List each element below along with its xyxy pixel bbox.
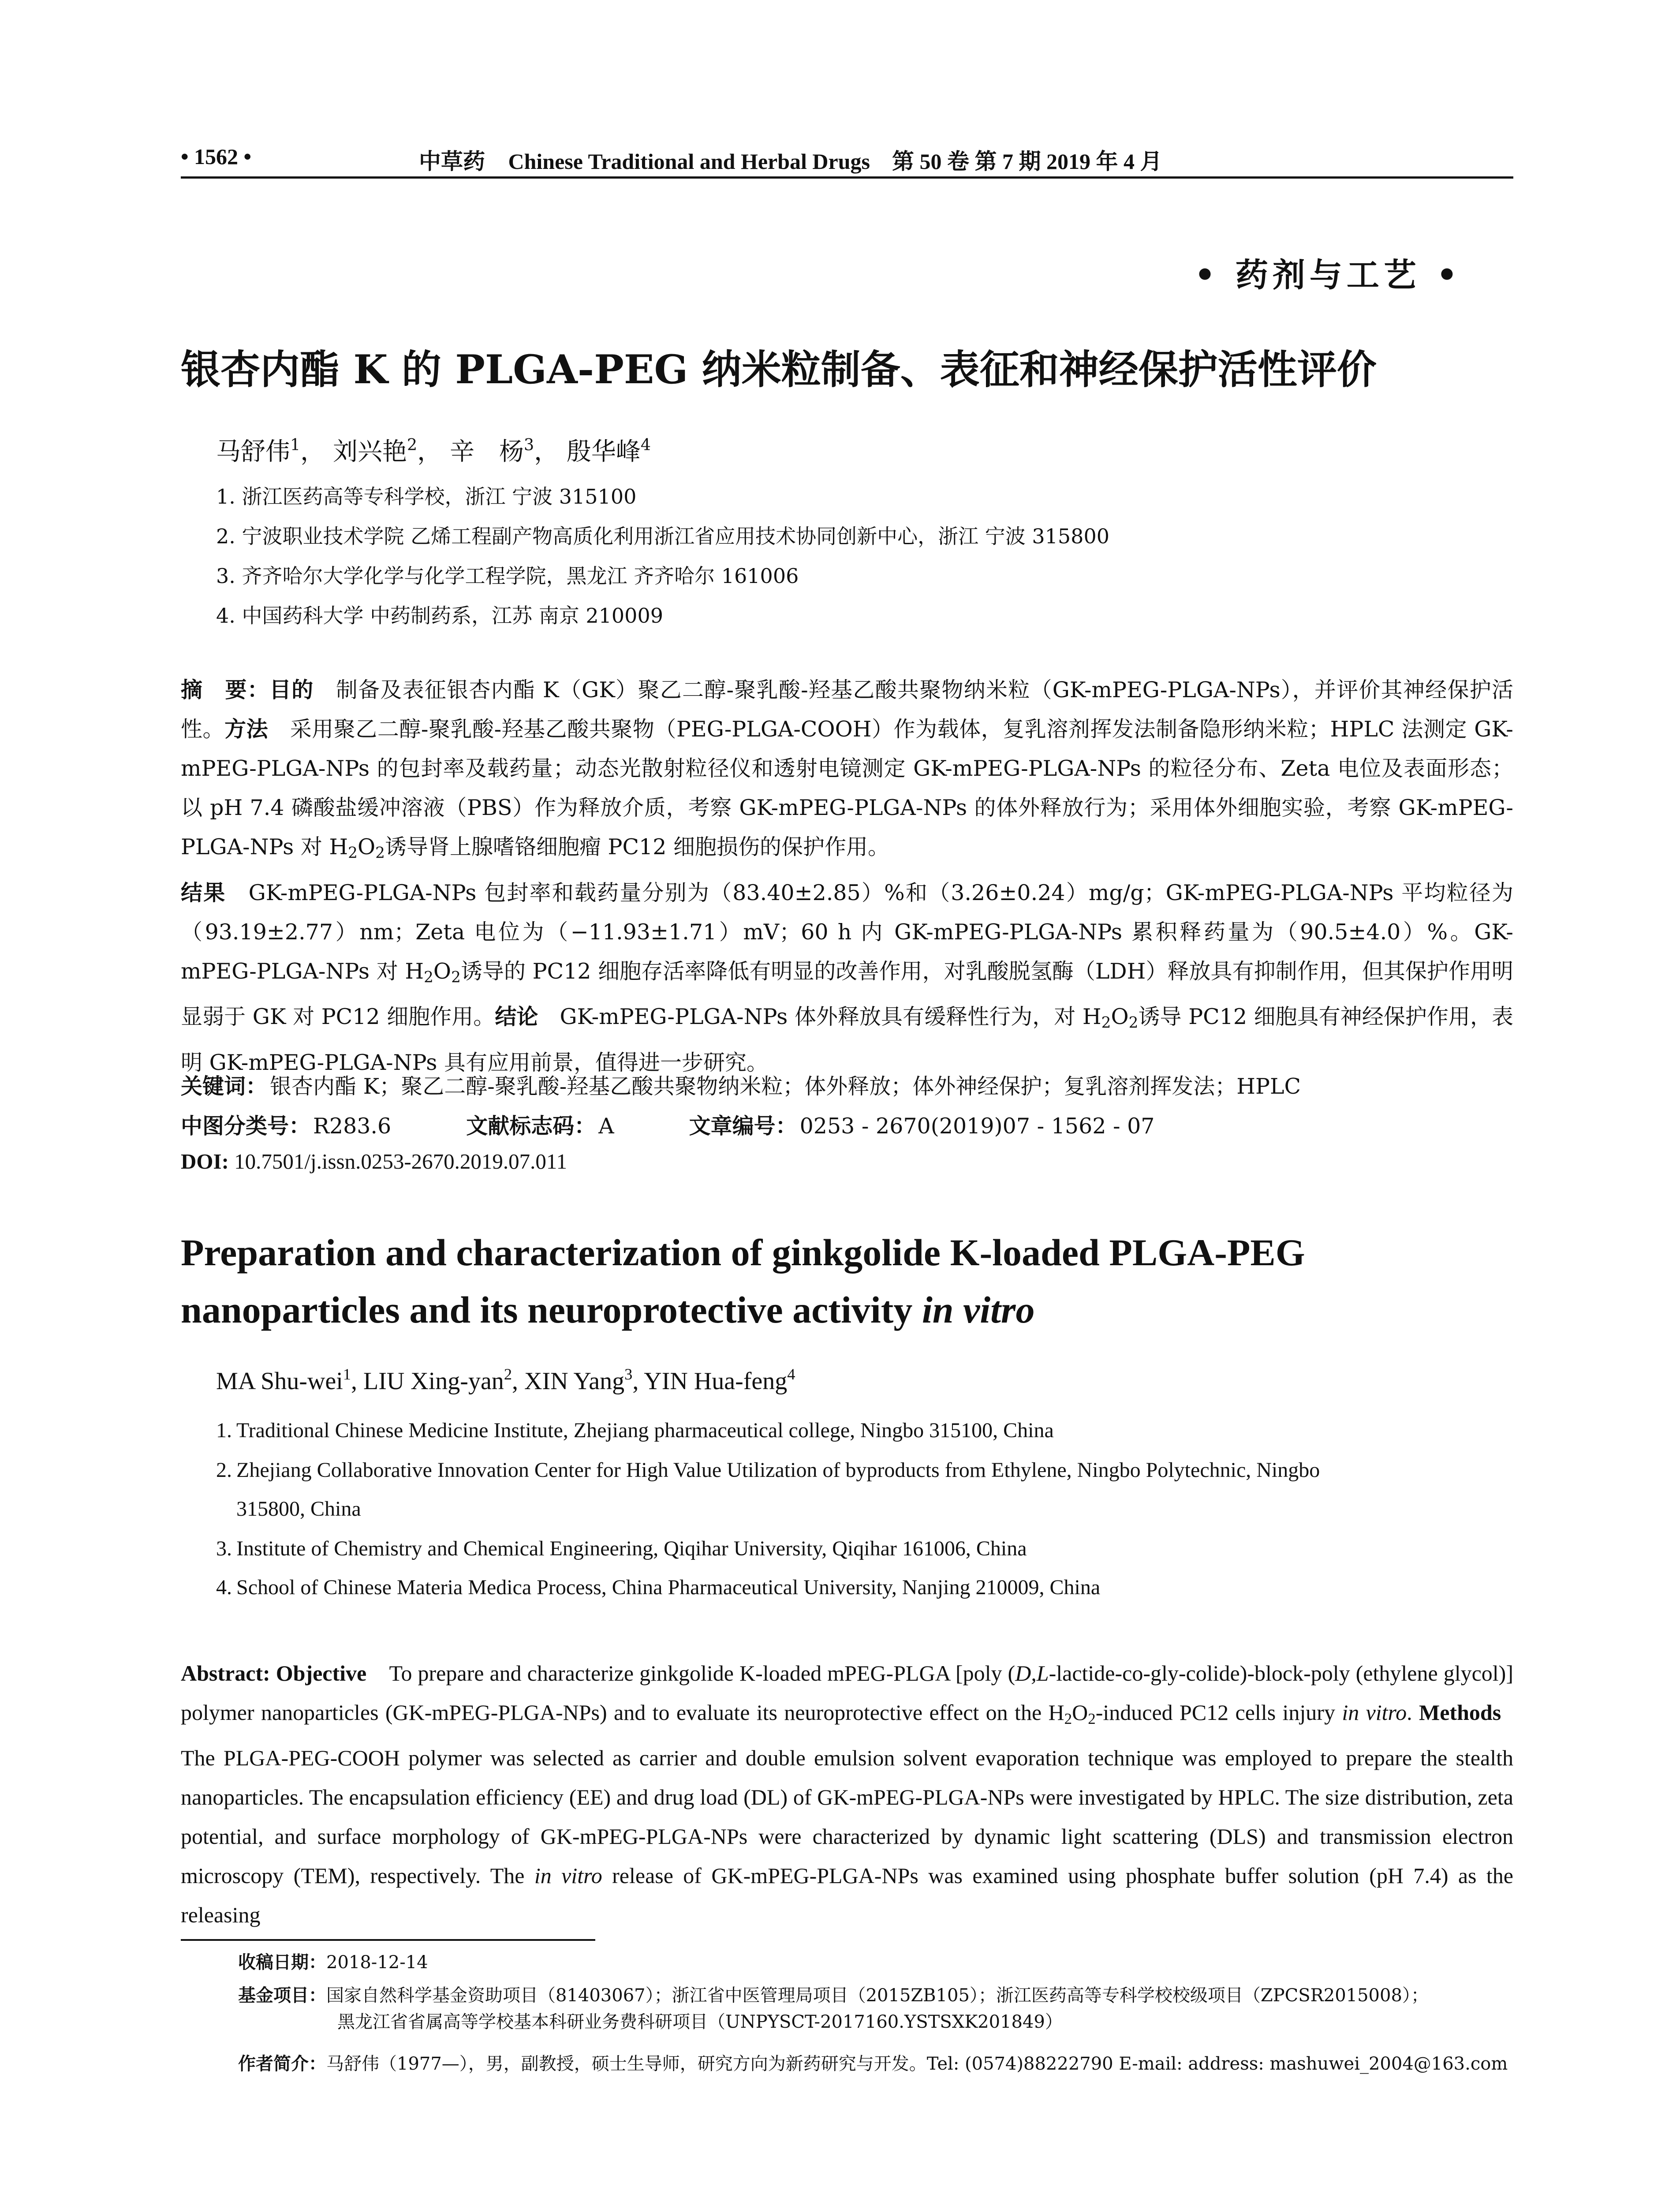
author-cn: 马舒伟 [216,437,290,466]
abstract-methods: 采用聚乙二醇-聚乳酸-羟基乙酸共聚物（PEG-PLGA-COOH）作为载体，复乳溶剂挥发法制备隐形纳米粒；HPLC 法测定 GK-mPEG-PLGA-NPs 的包封率及载药量；动态光散射粒径仪和透射电镜测定 GK-mPEG-PLGA-NPs 的粒径分布、Zeta 电位及表面形态；以 pH 7.4 磷酸盐缓冲溶液（PBS）作为释放介质，考察 GK-mPEG-PLGA-NPs 的体外释放行为；采用体外细胞实验，考察 GK-mPEG-PLGA-NPs 对 H [181,717,1513,860]
methods-label: 方法 [224,717,269,742]
objective-label: 目的 [269,677,314,703]
clc-label: 中图分类号： [181,1114,311,1139]
abstract-en-label: Abstract: Objective [181,1661,367,1686]
keywords-label: 关键词： [181,1074,268,1099]
authors-en: MA Shu-wei$^1$, LIU Xing-yan$^2$, XIN Yang$^3$, YIN Hua-feng$^4$ [216,1365,795,1395]
affiliation-en: 3. Institute of Chemistry and Chemical Engineering, Qiqihar University, Qiqihar 161006, China [216,1537,1027,1560]
abstract-en: Abstract: Objective To prepare and characterize ginkgolide K-loaded mPEG-PLGA [poly (D,L-lactide-co-gly-colide)-block-poly (ethylene glycol)] polymer nanoparticles (GK-mPEG-PLGA-NPs) and to evaluate its neuroprotective effect on the $H_2O_2$-induced PC12 cells injury in vitro. Methods The PLGA-PEG-COOH polymer was selected as carrier and double emulsion solvent evaporation technique was employed to prepare the stealth nanoparticles. The encapsulation efficiency (EE) and drug load (DL) of GK-mPEG-PLGA-NPs were investigated by HPLC. The size distribution, zeta potential, and surface morphology of GK-mPEG-PLGA-NPs were characterized by dynamic light scattering (DLS) and transmission electron microscopy (TEM), respectively. The in vitro release of GK-mPEG-PLGA-NPs was examined using phosphate buffer solution (pH 7.4) as the releasing [181,1661,1513,1927]
article-no-label: 文章编号： [689,1114,797,1139]
authors-cn: 马舒伟$^1$， 刘兴艳$^2$， 辛 杨$^3$， 殷华峰$^4$ [216,435,651,466]
doc-code-label: 文献标志码： [466,1114,596,1139]
author-sup: 2 [407,435,418,455]
keywords-text: 银杏内酯 K；聚乙二醇-聚乳酸-羟基乙酸共聚物纳米粒；体外释放；体外神经保护；复乳溶剂挥发法；HPLC [270,1074,1301,1099]
title-cn: 银杏内酯 K 的 PLGA-PEG 纳米粒制备、表征和神经保护活性评价 [181,346,1377,393]
results-label: 结果 [181,880,226,905]
running-header [181,140,1513,176]
keywords-cn [181,1069,1301,1100]
clc-value: R283.6 [313,1114,392,1139]
title-en [181,1224,1526,1338]
doc-code-value: A [598,1114,614,1139]
footnote-author: 作者简介：马舒伟（1977—），男，副教授，硕士生导师，研究方向为新药研究与开发。Tel: (0574)88222790 E-mail: address: mashuwei_2004@163.com [238,2054,1508,2074]
author-cn: 刘兴艳 [332,437,407,466]
doi-label: DOI: [181,1149,229,1174]
title-en-italic: in vitro [922,1289,1035,1331]
affiliation-en: 4. School of Chinese Materia Medica Process, China Pharmaceutical University, Nanjing 210009, China [216,1576,1101,1599]
affiliation-en: 2. Zhejiang Collaborative Innovation Center for High Value Utilization of byproducts from Ethylene, Ningbo Polytechnic, Ningbo 315800, China [216,1458,1320,1521]
article-no-value: 0253 - 2670(2019)07 - 1562 - 07 [799,1114,1155,1139]
abstract-results: GK-mPEG-PLGA-NPs 包封率和载药量分别为（83.40±2.85）%和（3.26±0.24）mg/g；GK-mPEG-PLGA-NPs 平均粒径为（93.19±2.77）nm；Zeta 电位为（−11.93±1.71）mV；60 h 内 GK-mPEG-PLGA-NPs 累积释药量为（90.5±4.0）%。GK-mPEG-PLGA-NPs 对 H [181,880,1513,984]
abstract-conclusion: GK-mPEG-PLGA-NPs 体外释放具有缓释性行为，对 H [560,1004,1101,1030]
author-sup: 1 [290,435,301,455]
abstract-objective: 制备及表征银杏内酯 K（GK）聚乙二醇-聚乳酸-羟基乙酸共聚物纳米粒（GK-mPEG-PLGA-NPs），并评价其神经保护活性。 [181,677,1513,742]
title-en-main: Preparation and characterization of ginkgolide K-loaded PLGA-PEG nanoparticles and its neuroprotective activity [181,1231,1305,1331]
journal-name-en: Chinese Traditional and Herbal Drugs [508,149,870,174]
author-sup: 3 [523,435,534,455]
affiliation-cn: 1. 浙江医药高等专科学校，浙江 宁波 315100 [216,485,637,508]
page-number: • 1562 • [181,144,252,169]
journal-name-cn: 中草药 [419,149,485,174]
header-rule [181,176,1513,179]
author-en: XIN Yang [524,1367,625,1395]
affiliation-cn: 4. 中国药科大学 中药制药系，江苏 南京 210009 [216,604,663,628]
author-en: MA Shu-wei [216,1367,343,1395]
affiliation-en: 1. Traditional Chinese Medicine Institute, Zhejiang pharmaceutical college, Ningbo 315100, China [216,1419,1054,1442]
affiliation-cn: 3. 齐齐哈尔大学化学与化学工程学院，黑龙江 齐齐哈尔 161006 [216,564,799,588]
abstract-label: 摘 要： [181,677,270,703]
classification-line [181,1109,1154,1140]
footnote-received: 收稿日期：2018-12-14 [238,1952,428,1973]
abstract-en-methods-label: Methods [1419,1700,1501,1725]
column-tag: • 药剂与工艺 • [1194,256,1462,294]
abstract-cn: 摘 要：目的 制备及表征银杏内酯 K（GK）聚乙二醇-聚乳酸-羟基乙酸共聚物纳米粒（GK-mPEG-PLGA-NPs），并评价其神经保护活性。方法 采用聚乙二醇-聚乳酸-羟基乙酸共聚物（PEG-PLGA-COOH）作为载体，复乳溶剂挥发法制备隐形纳米粒；HPLC 法测定 GK-mPEG-PLGA-NPs 的包封率及载药量；动态光散射粒径仪和透射电镜测定 GK-mPEG-PLGA-NPs 的粒径分布、Zeta 电位及表面形态；以 pH 7.4 磷酸盐缓冲溶液（PBS）作为释放介质，考察 GK-mPEG-PLGA-NPs 的体外释放行为；采用体外细胞实验，考察 GK-mPEG-PLGA-NPs 对 $H_2O_2$诱导肾上腺嗜铬细胞瘤 PC12 细胞损伤的保护作用。 结果 GK-mPEG-PLGA-NPs 包封率和载药量分别为（83.40±2.85）%和（3.26±0.24）mg/g；GK-mPEG-PLGA-NPs 平均粒径为（93.19±2.77）nm；Zeta 电位为（−11.93±1.71）mV；60 h 内 GK-mPEG-PLGA-NPs 累积释药量为（90.5±4.0）%。GK-mPEG-PLGA-NPs 对 $H_2O_2$诱导的 PC12 细胞存活率降低有明显的改善作用，对乳酸脱氢酶（LDH）释放具有抑制作用，但其保护作用明显弱于 GK 对 PC12 细胞作用。结论 GK-mPEG-PLGA-NPs 体外释放具有缓释性行为，对 $H_2O_2$诱导 PC12 细胞具有神经保护作用，表明 GK-mPEG-PLGA-NPs 具有应用前景，值得进一步研究。 [181,677,1513,1075]
conclusion-label: 结论 [495,1004,538,1030]
author-en: LIU Xing-yan [363,1367,504,1395]
journal-name [419,144,1162,176]
footnote-rule [181,1939,595,1941]
footnote-fund: 基金项目：国家自然科学基金资助项目（81403067）；浙江省中医管理局项目（2015ZB105）；浙江医药高等专科学校校级项目（ZPCSR2015008）； 黑龙江省省属高等学校基本科研业务费科研项目（UNPYSCT-2017160.YSTSXK201849） [238,1985,1429,2032]
journal-issue: 第 50 卷 第 7 期 2019 年 4 月 [892,149,1162,174]
author-en: YIN Hua-feng [644,1367,788,1395]
doi-value: 10.7501/j.issn.0253-2670.2019.07.011 [234,1149,567,1174]
doi-line [181,1149,567,1174]
author-cn: 辛 杨 [449,437,524,466]
author-cn: 殷华峰 [566,437,641,466]
author-sup: 4 [640,435,651,455]
affiliation-cn: 2. 宁波职业技术学院 乙烯工程副产物高质化利用浙江省应用技术协同创新中心，浙江 宁波 315800 [216,524,1109,548]
